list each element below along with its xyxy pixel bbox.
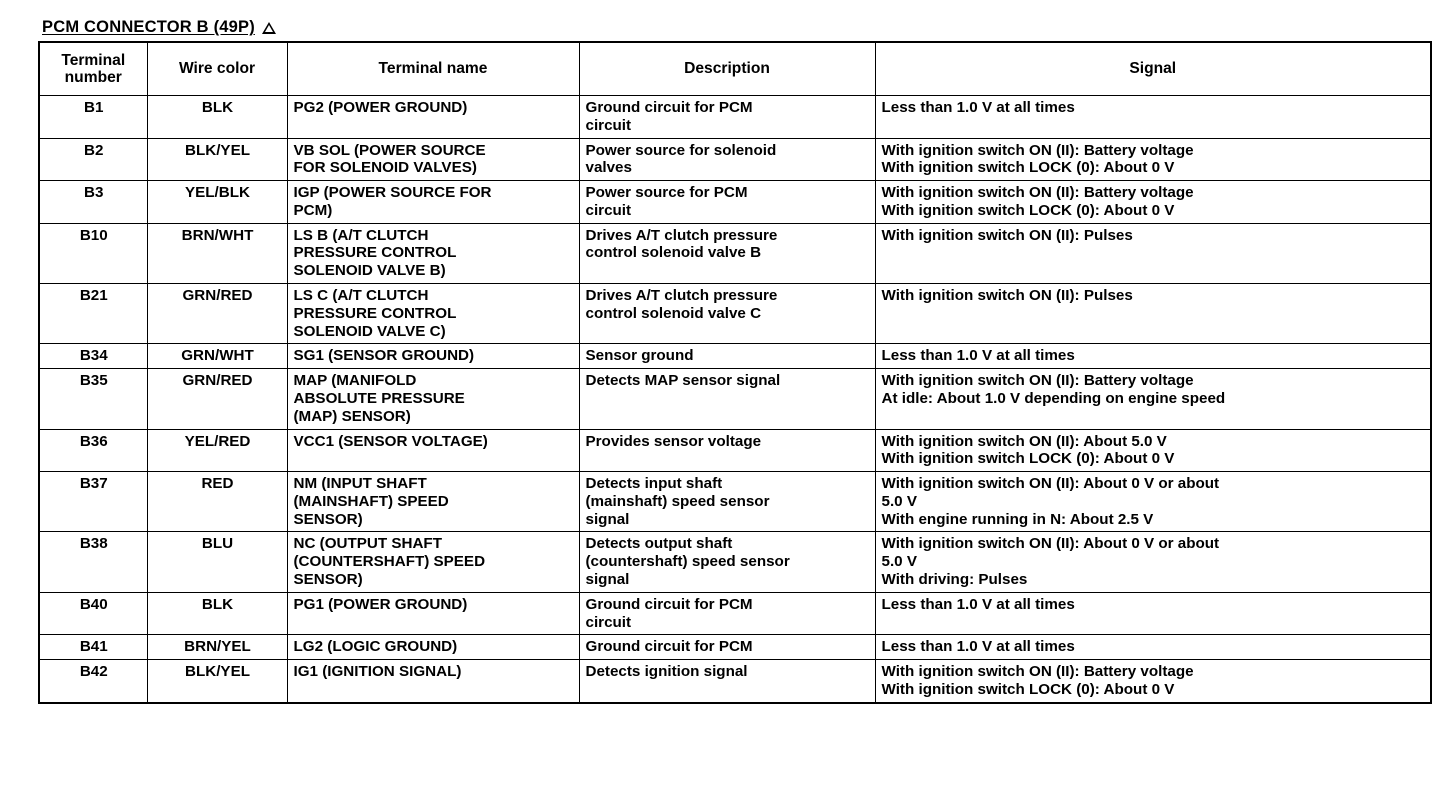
table-header [39,42,1431,96]
cell-description-line: Provides sensor voltage [585,432,762,450]
table-row [39,223,1431,283]
table-row [39,635,1431,660]
cell-wire-color: GRN/RED [147,284,287,344]
cell-description-line: Drives A/T clutch pressure [585,226,778,244]
cell-terminal-name [287,96,579,139]
cell-terminal-number: B36 [39,429,147,472]
cell-description-line: signal [585,510,630,528]
column-header-terminal-number-line2: number [64,69,122,86]
cell-description-line: Drives A/T clutch pressure [585,287,778,305]
cell-terminal-name [287,472,579,532]
cell-signal [875,284,1431,344]
cell-description [579,369,875,429]
cell-terminal-name-line: (MAP) SENSOR) [293,407,411,425]
cell-terminal-name [287,369,579,429]
cell-description-line: signal [585,570,630,588]
cell-terminal-name [287,592,579,635]
cell-signal [875,181,1431,224]
cell-signal [875,138,1431,181]
cell-description-line: Detects MAP sensor signal [585,372,781,390]
cell-description-line: Sensor ground [585,347,694,365]
table-row [39,344,1431,369]
cell-signal [875,472,1431,532]
cell-wire-color: BLK [147,96,287,139]
cell-terminal-number: B21 [39,284,147,344]
cell-terminal-name-line: LS C (A/T CLUTCH [293,287,429,305]
cell-signal-line: 5.0 V [881,492,917,510]
cell-terminal-name-line: SENSOR) [293,570,363,588]
cell-signal [875,96,1431,139]
cell-description-line: control solenoid valve C [585,304,762,322]
cell-description-line: circuit [585,116,632,134]
cell-signal [875,660,1431,703]
cell-signal [875,592,1431,635]
cell-description-line: Power source for solenoid [585,141,777,159]
cell-signal-line: With ignition switch LOCK (0): About 0 V [881,680,1175,698]
table-row [39,429,1431,472]
cell-description-line: (countershaft) speed sensor [585,553,790,571]
cell-terminal-number: B35 [39,369,147,429]
cell-terminal-name [287,532,579,592]
cell-signal-line: Less than 1.0 V at all times [881,595,1075,613]
cell-terminal-name-line: NM (INPUT SHAFT [293,475,427,493]
cell-terminal-name-line: SOLENOID VALVE C) [293,322,446,340]
cell-description [579,429,875,472]
column-header-terminal-number-line1: Terminal [61,51,126,69]
cell-description-line: circuit [585,201,632,219]
cell-terminal-name-line: VB SOL (POWER SOURCE [293,141,486,159]
cell-description [579,284,875,344]
cell-description-line: Power source for PCM [585,184,748,202]
cell-terminal-number: B10 [39,223,147,283]
cell-wire-color: YEL/BLK [147,181,287,224]
cell-terminal-name-line: PG2 (POWER GROUND) [293,99,468,116]
cell-signal [875,429,1431,472]
column-header-terminal-number [39,42,147,96]
cell-signal-line: With ignition switch LOCK (0): About 0 V [881,201,1175,219]
cell-terminal-name [287,284,579,344]
cell-terminal-name [287,181,579,224]
cell-wire-color: BLK [147,592,287,635]
cell-signal-line: With ignition switch LOCK (0): About 0 V [881,450,1175,468]
cell-signal-line: Less than 1.0 V at all times [881,347,1075,365]
cell-description [579,635,875,660]
cell-signal-line: With ignition switch ON (II): About 0 V or about [881,475,1220,493]
cell-terminal-name-line: PG1 (POWER GROUND) [293,595,468,613]
cell-signal-line: With ignition switch ON (II): Battery voltage [881,663,1194,681]
cell-signal [875,223,1431,283]
cell-terminal-name-line: PRESSURE CONTROL [293,244,457,262]
cell-description-line: Ground circuit for PCM [585,99,753,116]
cell-description [579,138,875,181]
cell-terminal-name [287,429,579,472]
cell-signal-line: Less than 1.0 V at all times [881,99,1075,116]
cell-signal-line: With ignition switch ON (II): Battery voltage [881,372,1194,390]
cell-signal-line: With ignition switch LOCK (0): About 0 V [881,159,1175,177]
cell-description-line: control solenoid valve B [585,244,762,262]
table-row [39,532,1431,592]
cell-terminal-number: B42 [39,660,147,703]
cell-description [579,532,875,592]
table-row [39,138,1431,181]
cell-signal [875,635,1431,660]
cell-signal-line: With ignition switch ON (II): About 5.0 V [881,432,1167,450]
cell-terminal-number: B2 [39,138,147,181]
table-row [39,96,1431,139]
cell-description [579,344,875,369]
cell-terminal-name [287,223,579,283]
cell-terminal-name-line: VCC1 (SENSOR VOLTAGE) [293,432,488,450]
cell-terminal-number: B41 [39,635,147,660]
cell-terminal-number: B34 [39,344,147,369]
cell-signal [875,369,1431,429]
cell-terminal-name-line: PCM) [293,201,333,219]
page-title [42,18,1428,37]
column-header-terminal-name: Terminal name [287,42,579,96]
cell-signal-line: With ignition switch ON (II): About 0 V or about [881,535,1220,553]
cell-description [579,660,875,703]
cell-terminal-number: B38 [39,532,147,592]
cell-description-line: Detects ignition signal [585,663,748,681]
table-row [39,284,1431,344]
cell-description-line: Ground circuit for PCM [585,638,753,656]
pcm-connector-table [38,41,1432,704]
cell-terminal-name-line: IGP (POWER SOURCE FOR [293,184,492,202]
cell-terminal-name-line: (COUNTERSHAFT) SPEED [293,553,486,571]
cell-terminal-number: B40 [39,592,147,635]
cell-wire-color: GRN/RED [147,369,287,429]
table-row [39,660,1431,703]
cell-wire-color: BLK/YEL [147,660,287,703]
cell-wire-color: RED [147,472,287,532]
cell-description-line: Detects input shaft [585,475,723,493]
cell-signal-line: Less than 1.0 V at all times [881,638,1075,656]
cell-description [579,223,875,283]
cell-wire-color: GRN/WHT [147,344,287,369]
cell-terminal-name-line: ABSOLUTE PRESSURE [293,389,465,407]
cell-signal-line: With ignition switch ON (II): Battery voltage [881,184,1194,202]
warning-triangle-icon [262,22,276,34]
cell-description-line: Detects output shaft [585,535,733,553]
cell-terminal-name [287,344,579,369]
cell-terminal-number: B37 [39,472,147,532]
cell-terminal-name-line: SG1 (SENSOR GROUND) [293,347,475,365]
cell-terminal-name-line: FOR SOLENOID VALVES) [293,159,477,177]
cell-terminal-name-line: (MAINSHAFT) SPEED [293,492,449,510]
cell-signal-line: With ignition switch ON (II): Battery voltage [881,141,1194,159]
cell-signal-line: With ignition switch ON (II): Pulses [881,226,1133,244]
cell-terminal-name-line: IG1 (IGNITION SIGNAL) [293,663,462,681]
cell-wire-color: YEL/RED [147,429,287,472]
cell-description [579,472,875,532]
cell-terminal-name-line: NC (OUTPUT SHAFT [293,535,442,553]
cell-wire-color: BRN/YEL [147,635,287,660]
cell-terminal-number: B1 [39,96,147,139]
cell-signal-line: With ignition switch ON (II): Pulses [881,287,1133,305]
cell-description [579,96,875,139]
cell-terminal-name-line: MAP (MANIFOLD [293,372,417,390]
table-row [39,181,1431,224]
cell-terminal-name-line: PRESSURE CONTROL [293,304,457,322]
table-row [39,472,1431,532]
cell-terminal-name-line: SOLENOID VALVE B) [293,262,446,280]
cell-wire-color: BLU [147,532,287,592]
cell-terminal-number: B3 [39,181,147,224]
cell-terminal-name [287,138,579,181]
cell-description-line: circuit [585,613,632,631]
column-header-wire-color: Wire color [147,42,287,96]
table-row [39,369,1431,429]
table-body [39,96,1431,703]
cell-signal-line: At idle: About 1.0 V depending on engine speed [881,389,1226,407]
cell-signal-line: With driving: Pulses [881,570,1028,588]
column-header-signal: Signal [875,42,1431,96]
cell-description [579,592,875,635]
page-title-text: PCM CONNECTOR B (49P) [42,18,255,36]
cell-description [579,181,875,224]
cell-terminal-name [287,635,579,660]
cell-signal-line: 5.0 V [881,553,917,571]
column-header-description: Description [579,42,875,96]
cell-signal-line: With engine running in N: About 2.5 V [881,510,1154,528]
cell-terminal-name [287,660,579,703]
cell-terminal-name-line: LS B (A/T CLUTCH [293,226,429,244]
cell-wire-color: BRN/WHT [147,223,287,283]
cell-signal [875,344,1431,369]
cell-description-line: Ground circuit for PCM [585,595,753,613]
cell-terminal-name-line: LG2 (LOGIC GROUND) [293,638,458,656]
cell-signal [875,532,1431,592]
table-row [39,592,1431,635]
cell-description-line: valves [585,159,632,177]
table-header-row [39,42,1431,96]
cell-description-line: (mainshaft) speed sensor [585,492,770,510]
cell-wire-color: BLK/YEL [147,138,287,181]
cell-terminal-name-line: SENSOR) [293,510,363,528]
